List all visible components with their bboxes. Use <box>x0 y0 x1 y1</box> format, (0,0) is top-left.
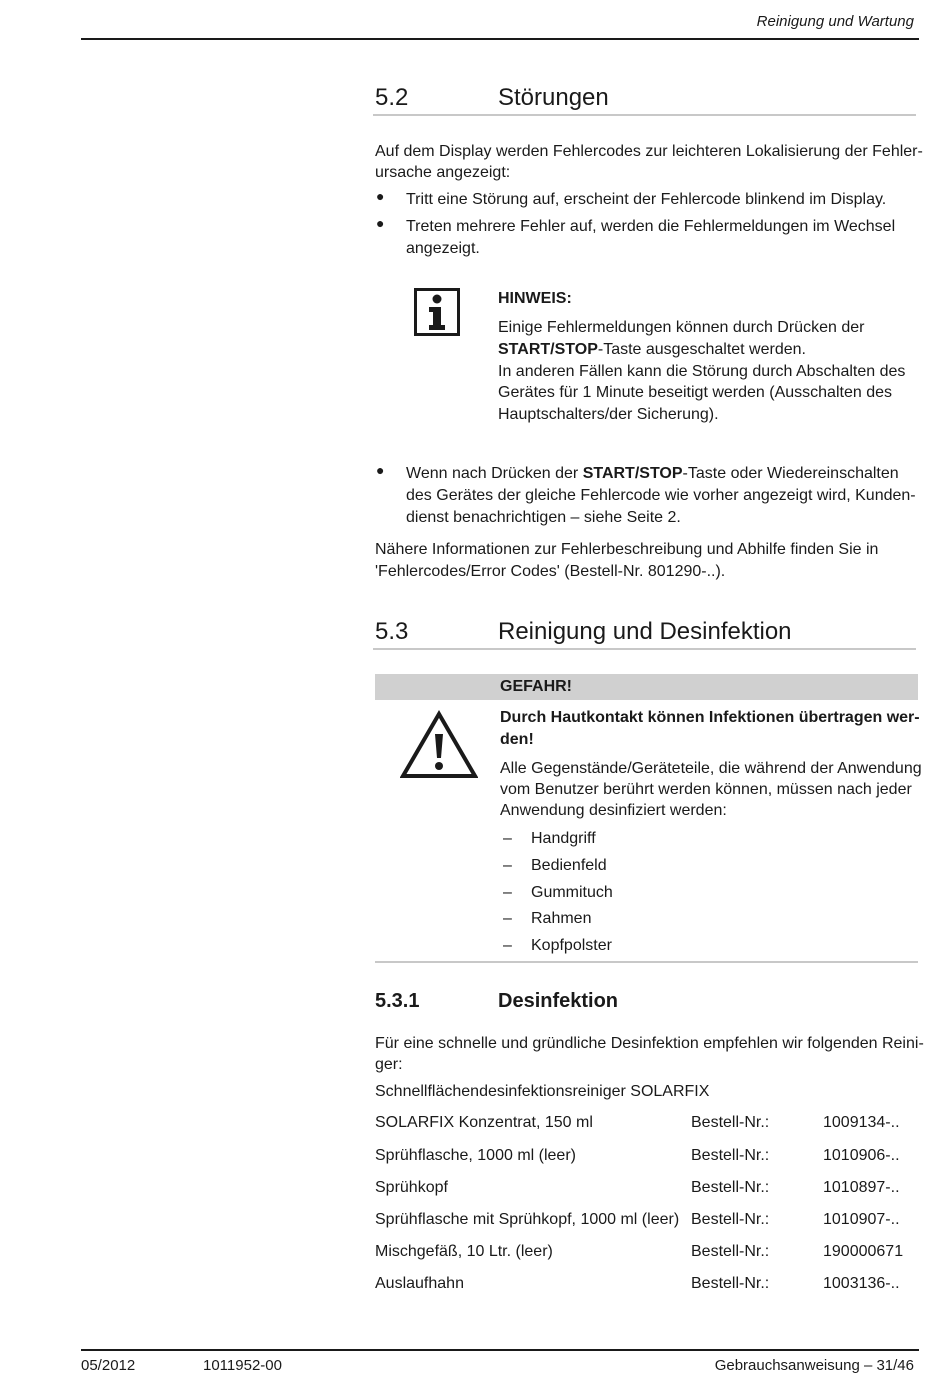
warning-triangle-icon <box>400 710 478 785</box>
table-cell-number: 1010897-.. <box>823 1179 900 1196</box>
note-text-rest: -Taste ausgeschaltet werden. <box>597 341 806 358</box>
table-cell-number: 1010907-.. <box>823 1211 900 1228</box>
intro-line: Auf dem Display werden Fehlercodes zur leichteren Lokalisierung der Fehler- <box>375 143 923 160</box>
table-cell-label: Bestell-Nr.: <box>691 1179 770 1196</box>
table-cell-name: Mischgefäß, 10 Ltr. (leer) <box>375 1243 553 1260</box>
danger-bottom-rule <box>375 961 918 963</box>
bullet-dot: ● <box>376 215 385 231</box>
danger-text: vom Benutzer berührt werden können, müssen nach jeder <box>500 781 912 798</box>
list-item: Rahmen <box>531 910 592 927</box>
note-text: Einige Fehlermeldungen können durch Drücken der <box>498 319 865 336</box>
more-info-text: Nähere Informationen zur Fehlerbeschreibung und Abhilfe finden Sie in <box>375 541 879 558</box>
bullet-text-post: -Taste oder Wiedereinschalten <box>682 465 899 482</box>
bullet-text: angezeigt. <box>406 240 480 257</box>
list-item: Gummituch <box>531 884 613 901</box>
table-cell-label: Bestell-Nr.: <box>691 1243 770 1260</box>
footer-page: Gebrauchsanweisung – 31/46 <box>714 1357 914 1374</box>
table-cell-name: SOLARFIX Konzentrat, 150 ml <box>375 1114 593 1131</box>
table-cell-name: Sprühflasche mit Sprühkopf, 1000 ml (leer) <box>375 1211 680 1228</box>
table-cell-label: Bestell-Nr.: <box>691 1147 770 1164</box>
start-stop-label: START/STOP <box>498 341 598 358</box>
running-header: Reinigung und Wartung <box>756 13 914 30</box>
list-dash: – <box>503 937 512 954</box>
section-rule-5-2 <box>373 114 916 116</box>
list-dash: – <box>503 830 512 847</box>
danger-headline: den! <box>500 731 534 748</box>
list-dash: – <box>503 884 512 901</box>
more-info-text: 'Fehlercodes/Error Codes' (Bestell-Nr. 801290-..). <box>375 563 726 580</box>
product-name: Schnellflächendesinfektionsreiniger SOLARFIX <box>375 1083 710 1100</box>
bullet-text-pre: Wenn nach Drücken der <box>406 465 583 482</box>
table-cell-name: Sprühkopf <box>375 1179 448 1196</box>
bullet-dot: ● <box>376 462 385 478</box>
section-number-5-2: 5.2 <box>375 84 409 111</box>
table-cell-number: 1003136-.. <box>823 1275 900 1292</box>
note-text: In anderen Fällen kann die Störung durch Abschalten des <box>498 363 906 380</box>
danger-text: Anwendung desinfiziert werden: <box>500 802 727 819</box>
table-cell-label: Bestell-Nr.: <box>691 1275 770 1292</box>
list-item: Handgriff <box>531 830 596 847</box>
table-cell-label: Bestell-Nr.: <box>691 1114 770 1131</box>
note-text: Gerätes für 1 Minute beseitigt werden (Ausschalten des <box>498 384 892 401</box>
list-item: Kopfpolster <box>531 937 612 954</box>
section-number-5-3: 5.3 <box>375 618 409 645</box>
bullet-text: Tritt eine Störung auf, erscheint der Fehlercode blinkend im Display. <box>406 191 887 208</box>
bullet-text: des Gerätes der gleiche Fehlercode wie vorher angezeigt wird, Kunden- <box>406 487 916 504</box>
section-number-5-3-1: 5.3.1 <box>375 990 420 1012</box>
list-dash: – <box>503 857 512 874</box>
footer-doc-number: 1011952-00 <box>203 1357 282 1374</box>
table-cell-name: Sprühflasche, 1000 ml (leer) <box>375 1147 576 1164</box>
intro-line: ger: <box>375 1056 403 1073</box>
bullet-text <box>406 463 899 484</box>
start-stop-label: START/STOP <box>582 465 683 482</box>
footer-rule <box>81 1349 919 1351</box>
table-cell-number: 190000671 <box>823 1243 904 1260</box>
intro-line: Für eine schnelle und gründliche Desinfektion empfehlen wir folgenden Reini- <box>375 1035 924 1052</box>
info-icon <box>414 288 460 341</box>
table-cell-number: 1009134-.. <box>823 1114 900 1131</box>
table-cell-name: Auslaufhahn <box>375 1275 464 1292</box>
section-title-5-2: Störungen <box>498 84 609 111</box>
header-rule <box>81 38 919 40</box>
section-title-5-3-1: Desinfektion <box>498 990 619 1012</box>
bullet-dot: ● <box>376 188 385 204</box>
bullet-text: dienst benachrichtigen – siehe Seite 2. <box>406 509 681 526</box>
note-label: HINWEIS: <box>498 290 572 307</box>
danger-label: GEFAHR! <box>500 678 572 695</box>
footer-date: 05/2012 <box>81 1357 136 1374</box>
list-dash: – <box>503 910 512 927</box>
danger-text: Alle Gegenstände/Geräteteile, die während der Anwendung <box>500 760 922 777</box>
table-cell-label: Bestell-Nr.: <box>691 1211 770 1228</box>
table-cell-number: 1010906-.. <box>823 1147 900 1164</box>
section-title-5-3: Reinigung und Desinfektion <box>498 618 792 645</box>
note-text: Hauptschalters/der Sicherung). <box>498 406 719 423</box>
danger-headline: Durch Hautkontakt können Infektionen übertragen wer- <box>500 709 920 726</box>
note-text <box>498 339 806 360</box>
bullet-text: Treten mehrere Fehler auf, werden die Fehlermeldungen im Wechsel <box>406 218 896 235</box>
intro-line: ursache angezeigt: <box>375 164 511 181</box>
danger-bar <box>375 674 918 700</box>
list-item: Bedienfeld <box>531 857 607 874</box>
section-rule-5-3 <box>373 648 916 650</box>
